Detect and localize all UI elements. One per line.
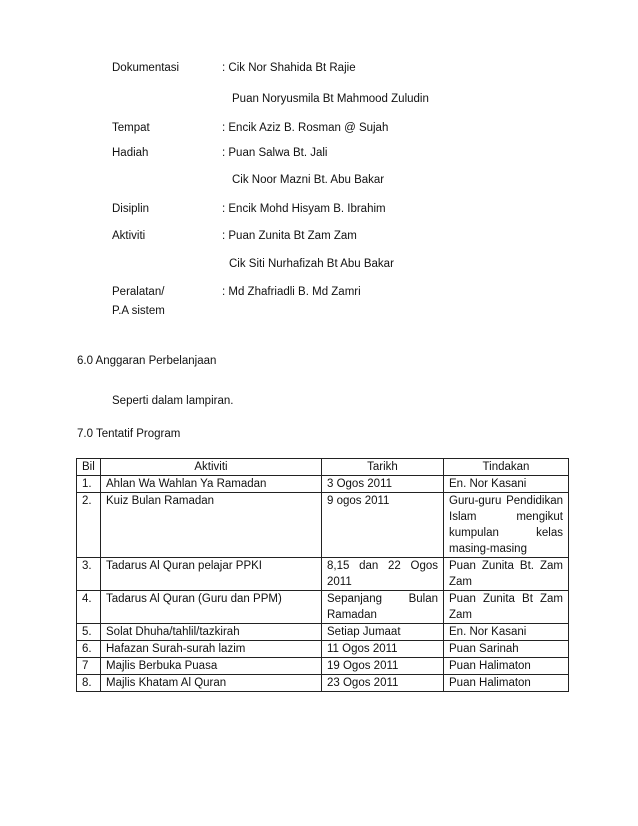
cell-tarikh: 23 Ogos 2011 [322,675,444,692]
committee-value: : Encik Aziz B. Rosman @ Sujah [222,122,389,134]
cell-tindakan: En. Nor Kasani [444,624,569,641]
cell-tindakan: Puan Sarinah [444,641,569,658]
cell-bil: 8. [77,675,101,692]
cell-aktiviti: Majlis Khatam Al Quran [101,675,322,692]
committee-label: Dokumentasi [112,62,180,74]
cell-aktiviti: Hafazan Surah-surah lazim [101,641,322,658]
committee-row-aktiviti-2 [0,256,638,272]
cell-tarikh: 3 Ogos 2011 [322,476,444,493]
table-row [77,624,569,641]
cell-tindakan: En. Nor Kasani [444,476,569,493]
cell-bil: 7 [77,658,101,675]
cell-aktiviti: Majlis Berbuka Puasa [101,658,322,675]
cell-tarikh: 9 ogos 2011 [322,493,444,558]
committee-value: : Cik Nor Shahida Bt Rajie [222,62,356,74]
cell-aktiviti: Solat Dhuha/tahlil/tazkirah [101,624,322,641]
cell-bil: 5. [77,624,101,641]
cell-tarikh: Setiap Jumaat [322,624,444,641]
committee-row-disiplin [0,201,638,217]
cell-tindakan: Puan Zunita Bt. Zam Zam [444,558,569,591]
col-header-aktiviti: Aktiviti [101,459,322,476]
cell-bil: 4. [77,591,101,624]
committee-label: P.A sistem [112,305,165,317]
cell-tindakan: Guru-guru Pendidikan Islam mengikut kumpulan kelas masing-masing [444,493,569,558]
committee-row-dokumentasi-2 [0,91,638,107]
col-header-tindakan: Tindakan [444,459,569,476]
committee-value: Puan Noryusmila Bt Mahmood Zuludin [232,93,429,105]
cell-tindakan: Puan Halimaton [444,675,569,692]
cell-tarikh: 8,15 dan 22 Ogos 2011 [322,558,444,591]
committee-row-aktiviti [0,228,638,244]
committee-row-peralatan-2 [0,303,638,319]
tentatif-table [76,458,569,692]
committee-value: : Puan Zunita Bt Zam Zam [222,230,357,242]
section-6-heading-row [0,353,638,369]
cell-bil: 2. [77,493,101,558]
committee-row-peralatan [0,284,638,300]
section-paragraph: Seperti dalam lampiran. [112,395,234,407]
cell-aktiviti: Ahlan Wa Wahlan Ya Ramadan [101,476,322,493]
cell-tindakan: Puan Zunita Bt Zam Zam [444,591,569,624]
committee-label: Peralatan/ [112,286,165,298]
cell-bil: 1. [77,476,101,493]
cell-bil: 6. [77,641,101,658]
cell-tindakan: Puan Halimaton [444,658,569,675]
cell-tarikh: 11 Ogos 2011 [322,641,444,658]
cell-aktiviti: Tadarus Al Quran (Guru dan PPM) [101,591,322,624]
table-row [77,591,569,624]
committee-label: Aktiviti [112,230,146,242]
cell-tarikh: 19 Ogos 2011 [322,658,444,675]
cell-tarikh: Sepanjang Bulan Ramadan [322,591,444,624]
section-heading: 7.0 Tentatif Program [77,428,181,440]
table-row [77,658,569,675]
table-row [77,476,569,493]
cell-bil: 3. [77,558,101,591]
section-heading: 6.0 Anggaran Perbelanjaan [77,355,217,367]
committee-row-hadiah [0,145,638,161]
section-6-text-row [0,393,638,409]
committee-row-tempat [0,120,638,136]
table-header-row [77,459,569,476]
cell-aktiviti: Kuiz Bulan Ramadan [101,493,322,558]
committee-value: Cik Noor Mazni Bt. Abu Bakar [232,174,385,186]
table-row [77,558,569,591]
committee-label: Disiplin [112,203,150,215]
table-row [77,641,569,658]
committee-value: : Md Zhafriadli B. Md Zamri [222,286,361,298]
committee-label: Tempat [112,122,150,134]
cell-aktiviti: Tadarus Al Quran pelajar PPKI [101,558,322,591]
committee-row-dokumentasi [0,60,638,76]
table-row [77,675,569,692]
table-row [77,493,569,558]
committee-row-hadiah-2 [0,172,638,188]
committee-value: : Puan Salwa Bt. Jali [222,147,328,159]
section-7-heading-row [0,426,638,442]
col-header-tarikh: Tarikh [322,459,444,476]
committee-label: Hadiah [112,147,149,159]
committee-value: : Encik Mohd Hisyam B. Ibrahim [222,203,386,215]
col-header-bil: Bil [77,459,101,476]
committee-value: Cik Siti Nurhafizah Bt Abu Bakar [229,258,394,270]
